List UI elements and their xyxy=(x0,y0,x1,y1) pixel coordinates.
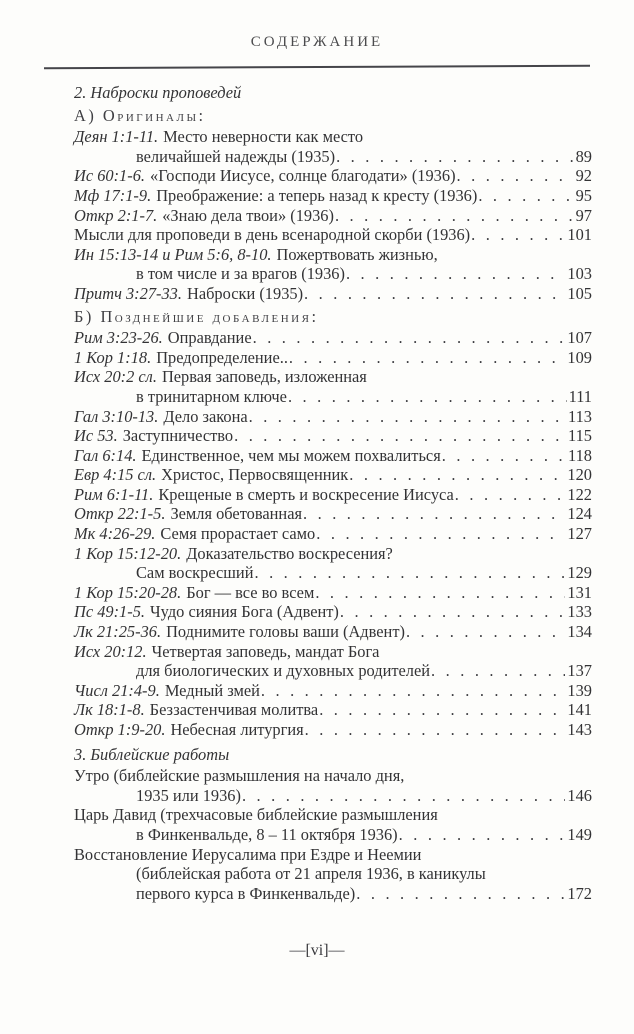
header-rule xyxy=(44,65,590,69)
scripture-reference: Лк 21:25-36. xyxy=(74,622,162,642)
page-number: 95 xyxy=(575,185,592,205)
dot-leader xyxy=(261,681,566,701)
scripture-reference: 1 Кор 1:18. xyxy=(74,347,152,367)
page-number: 139 xyxy=(567,680,592,700)
dot-leader xyxy=(288,387,567,407)
book-page xyxy=(0,34,634,1034)
page-number: 107 xyxy=(567,328,592,348)
dot-leader xyxy=(319,700,565,720)
page-number: 111 xyxy=(568,386,592,406)
scripture-reference: Откр 2:1-7. xyxy=(74,205,158,225)
toc-entry-line xyxy=(74,264,592,284)
scripture-reference: Откр 1:9-20. xyxy=(74,720,166,739)
scripture-reference: Исх 20:2 сл. xyxy=(74,367,157,387)
dot-leader xyxy=(399,825,566,845)
dot-leader xyxy=(249,407,566,427)
dot-leader xyxy=(340,602,566,622)
entry-title-text: Царь Давид (трехчасовые библейские размышления xyxy=(74,805,438,825)
page-number: 127 xyxy=(567,524,592,544)
toc-entry-line xyxy=(74,642,592,662)
entry-title-text: в Финкенвальде, 8 – 11 октября 1936) xyxy=(136,824,398,844)
scripture-reference: Исх 20:12. xyxy=(74,641,147,661)
page-number: 101 xyxy=(567,225,592,245)
toc-entry-line xyxy=(74,348,592,368)
entry-title-text: в тринитарном ключе xyxy=(136,386,287,406)
subsection-heading: Б) Позднейшие добавления: xyxy=(74,306,319,326)
dot-leader xyxy=(349,465,565,485)
entry-title-text: Наброски (1935) xyxy=(186,283,304,303)
page-number: 109 xyxy=(567,347,592,367)
page-number: 131 xyxy=(567,582,592,602)
toc-entry-line xyxy=(74,284,592,304)
dot-leader xyxy=(303,504,565,524)
toc-entry-line xyxy=(74,602,592,622)
toc-entry-line xyxy=(74,720,592,740)
toc-entry-line xyxy=(74,206,592,226)
toc-entry-line xyxy=(74,245,592,265)
section-heading: 3. Библейские работы xyxy=(74,744,230,764)
toc-entry-line xyxy=(74,583,592,603)
scripture-reference: Ис 60:1-6. xyxy=(74,166,146,186)
dot-leader xyxy=(335,206,574,226)
toc-entry-line xyxy=(74,825,592,845)
dot-leader xyxy=(346,264,565,284)
scripture-reference: Рим 3:23-26. xyxy=(74,328,163,348)
toc-entry-line xyxy=(74,446,592,466)
scripture-reference: Ин 15:13-14 и Рим 5:6, 8-10. xyxy=(74,244,272,264)
entry-title-text: Первая заповедь, изложенная xyxy=(161,367,367,387)
entry-title-text: 1935 или 1936) xyxy=(136,785,241,805)
toc-entry-line xyxy=(74,661,592,681)
entry-title-text: Семя прорастает само xyxy=(160,524,316,544)
scripture-reference: Притч 3:27-33. xyxy=(74,283,182,303)
toc-entry-line xyxy=(74,186,592,206)
entry-title-text: для биологических и духовных родителей xyxy=(136,661,431,681)
toc-entry-line xyxy=(74,127,592,147)
page-number: 143 xyxy=(567,720,592,739)
page-number: 124 xyxy=(567,504,592,524)
dot-leader xyxy=(471,225,565,245)
toc-entry-line xyxy=(74,225,592,245)
scripture-reference: Евр 4:15 сл. xyxy=(74,465,157,485)
page-number: 120 xyxy=(567,465,592,485)
running-head-title: СОДЕРЖАНИЕ xyxy=(250,34,384,50)
toc-entry-line xyxy=(74,387,592,407)
page-number: 134 xyxy=(567,622,592,642)
entry-title-text: величайшей надежды (1935) xyxy=(136,146,336,166)
entry-title-text: Христос, Первосвященник xyxy=(161,465,349,485)
dot-leader xyxy=(356,884,565,904)
dot-leader xyxy=(457,166,574,186)
page-number: 122 xyxy=(567,484,592,504)
entry-title-text: Восстановление Иерусалима при Ездре и Неемии xyxy=(74,844,422,864)
toc-entry-line xyxy=(74,622,592,642)
entry-title-text: Небесная литургия xyxy=(170,720,304,739)
subsection-heading: А) Оригиналы: xyxy=(74,105,206,125)
toc-entry-line xyxy=(74,147,592,167)
entry-title-text: Крещеные в смерть и воскресение Иисуса xyxy=(158,484,454,504)
entry-title-text: Доказательство воскресения? xyxy=(186,543,393,563)
entry-title-text: Четвертая заповедь, мандат Бога xyxy=(151,641,380,661)
toc-entry-line xyxy=(74,786,592,806)
dot-leader xyxy=(478,186,573,206)
scripture-reference: Пс 49:1-5. xyxy=(74,602,146,622)
scripture-reference: 1 Кор 15:20-28. xyxy=(74,582,182,602)
page-number: 89 xyxy=(575,146,592,166)
scripture-reference: Мк 4:26-29. xyxy=(74,524,156,544)
dot-leader xyxy=(304,284,565,304)
section-heading: 2. Наброски проповедей xyxy=(74,83,242,102)
scripture-reference: Гал 6:14. xyxy=(74,445,137,465)
entry-title-text: «Знаю дела твои» (1936) xyxy=(162,205,334,225)
scripture-reference: Мф 17:1-9. xyxy=(74,185,152,205)
toc-entry-line xyxy=(74,681,592,701)
toc-entry-line xyxy=(74,884,592,904)
dot-leader xyxy=(315,583,565,603)
dot-leader xyxy=(242,786,565,806)
toc-entry-line xyxy=(74,407,592,427)
page-number: 118 xyxy=(568,445,592,465)
entry-title-text: в том числе и за врагов (1936) xyxy=(136,264,345,284)
scripture-reference: Деян 1:1-11. xyxy=(74,127,159,147)
entry-title-text: «Господи Иисусе, солнце благодати» (1936) xyxy=(150,166,456,186)
dot-leader xyxy=(406,622,565,642)
entry-title-text: Заступничество xyxy=(122,426,234,446)
toc-entry-line xyxy=(74,367,592,387)
dot-leader xyxy=(442,446,566,466)
toc-entry-line xyxy=(74,845,592,865)
scripture-reference: 1 Кор 15:12-20. xyxy=(74,543,182,563)
toc-entry-line xyxy=(74,485,592,505)
entry-title-text: Преображение: а теперь назад к кресту (1936) xyxy=(156,185,478,205)
entry-title-text: Земля обетованная xyxy=(170,504,303,524)
toc-entry-line xyxy=(74,166,592,186)
dot-leader xyxy=(455,485,566,505)
entry-title-text: Медный змей xyxy=(164,680,260,700)
scripture-reference: Гал 3:10-13. xyxy=(74,406,159,426)
entry-title-text: (библейская работа от 21 апреля 1936, в каникулы xyxy=(136,864,486,884)
entry-title-text: Беззастенчивая молитва xyxy=(149,700,319,720)
page-number: 113 xyxy=(568,406,592,426)
dot-leader xyxy=(234,426,566,446)
toc-entry-line xyxy=(74,864,592,884)
dot-leader xyxy=(254,563,565,583)
entry-title-text: первого курса в Финкенвальде) xyxy=(136,883,356,903)
entry-title-text: Чудо сияния Бога (Адвент) xyxy=(150,602,339,622)
dot-leader xyxy=(431,661,565,681)
dot-leader xyxy=(253,328,566,348)
page-number: 105 xyxy=(567,283,592,303)
dot-leader xyxy=(305,720,566,740)
scripture-reference: Откр 22:1-5. xyxy=(74,504,166,524)
page-number: 103 xyxy=(567,264,592,284)
page-number: 92 xyxy=(575,166,592,186)
scripture-reference: Рим 6:1-11. xyxy=(74,484,154,504)
page-number: 115 xyxy=(568,426,592,446)
toc-entry-line xyxy=(74,328,592,348)
page-number: 97 xyxy=(575,205,592,225)
dot-leader xyxy=(336,147,574,167)
page-number: 149 xyxy=(567,824,592,844)
dot-leader xyxy=(289,348,565,368)
folio-page-number: —[vi]— xyxy=(289,942,345,959)
entry-title-text: Дело закона xyxy=(163,406,248,426)
dot-leader xyxy=(316,524,565,544)
entry-title-text: Поднимите головы ваши (Адвент) xyxy=(166,622,405,642)
toc-entry-line xyxy=(74,544,592,564)
entry-title-text: Оправдание xyxy=(167,328,252,348)
page-number: 129 xyxy=(567,563,592,583)
page-number: 172 xyxy=(567,883,592,903)
toc-entry-line xyxy=(74,524,592,544)
entry-title-text: Предопределение.. xyxy=(156,347,288,367)
scripture-reference: Числ 21:4-9. xyxy=(74,680,160,700)
toc-entry-line xyxy=(74,465,592,485)
entry-title-text: Пожертвовать жизнью, xyxy=(276,244,438,264)
toc-entry-line xyxy=(74,504,592,524)
page-number: 137 xyxy=(567,661,592,681)
page-number: 146 xyxy=(567,785,592,805)
toc-entry-line xyxy=(74,563,592,583)
entry-title-text: Единственное, чем мы можем похвалиться xyxy=(141,445,441,465)
table-of-contents xyxy=(74,83,592,903)
entry-title-text: Утро (библейские размышления на начало дня, xyxy=(74,766,405,786)
toc-entry-line xyxy=(74,766,592,786)
toc-entry-line xyxy=(74,426,592,446)
entry-title-text: Мысли для проповеди в день всенародной скорби (1936) xyxy=(74,225,471,245)
entry-title-text: Сам воскресший xyxy=(136,563,254,583)
page-number: 133 xyxy=(567,602,592,622)
scripture-reference: Лк 18:1-8. xyxy=(74,700,145,720)
entry-title-text: Бог — все во всем xyxy=(186,582,315,602)
page-number: 141 xyxy=(567,700,592,720)
entry-title-text: Место неверности как место xyxy=(163,127,364,147)
scripture-reference: Ис 53. xyxy=(74,426,118,446)
toc-entry-line xyxy=(74,805,592,825)
toc-entry-line xyxy=(74,700,592,720)
